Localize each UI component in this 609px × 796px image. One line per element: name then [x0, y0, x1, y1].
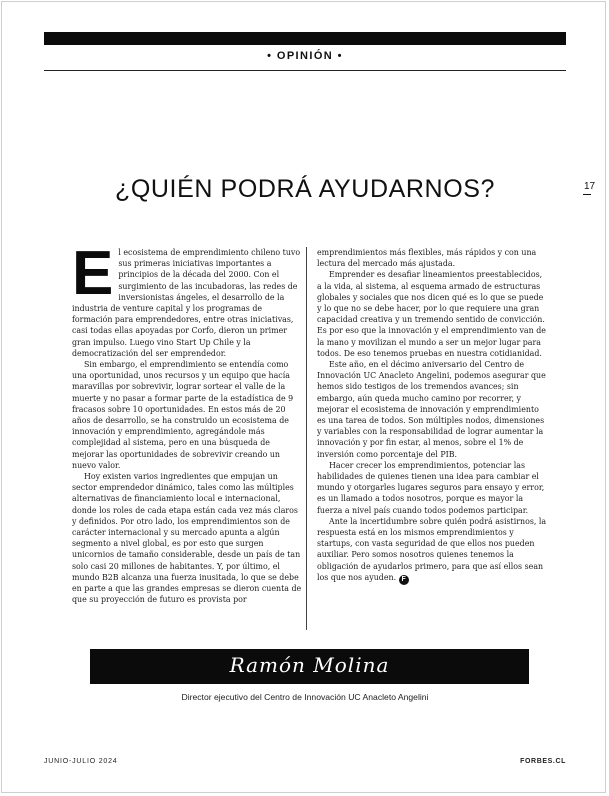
author-role: Director ejecutivo del Centro de Innovación UC Anacleto Angelini — [181, 692, 429, 702]
page-number: 17 — [584, 181, 596, 192]
article-title: ¿QUIÉN PODRÁ AYUDARNOS? — [114, 175, 496, 203]
article-column-left — [72, 239, 304, 606]
paragraph-text: Ante la incertidumbre sobre quién podrá asistirnos, la respuesta está en los mismos emprendimientos y startups, con vasta seguridad de que ellos nos pueden auxiliar. Pero somos nosotros quienes tenemos la obligación de ayudarlos primero, para que así ellos sean los que nos ayuden. — [317, 516, 547, 582]
section-label: • OPINIÓN • — [267, 50, 343, 62]
page-number-underline — [583, 194, 591, 195]
forbes-end-mark-icon: F — [399, 575, 409, 585]
paragraph: Hacer crecer los emprendimientos, potenciar las habilidades de quienes tienen una idea para cambiar el mundo y otorgarles lugares seguros para ensayo y error, es un llamado a todos nosotros, porque es mayor la fuerza a nivel país cuando todos podemos participar. — [317, 460, 545, 515]
paragraph — [317, 516, 549, 585]
footer-issue-date: JUNIO-JULIO 2024 — [44, 758, 118, 765]
column-divider — [306, 247, 307, 630]
header-bar — [44, 32, 566, 45]
signature-band — [90, 649, 529, 684]
paragraph: Sin embargo, el emprendimiento se entendía como una oportunidad, unos recursos y un equipo que hacía maravillas por sobrevivir, lograr sortear el valle de la muerte y no pasar a formar parte de la estadística de 9 fracasos sobre 10 oportunidades. En estos más de 20 años de desarrollo, se ha construido un ecosistema de innovación y emprendimiento, agregándole más complejidad al sistema, pero en una búsqueda de mejorar las oportunidades de sobrevivir creando un nuevo valor. — [72, 360, 294, 470]
paragraph-text: l ecosistema de emprendimiento chileno tuvo sus primeras iniciativas importantes a principios de la década del 2000. Con el surgimiento de las incubadoras, las redes de inversionistas ángeles, el desarrollo de la industria de venture capital y los programas de formación para emprendedores, entre otras iniciativas, casi todas ellas apoyadas por Corfo, dieron un primer gran impulso. Luego vino Start Up Chile y la democratización del ser emprendedor. — [72, 248, 301, 358]
author-signature: Ramón Molina — [229, 653, 390, 677]
footer-website: FORBES.CL — [520, 758, 566, 765]
paragraph: Este año, en el décimo aniversario del Centro de Innovación UC Anacleto Angelini, podemos asegurar que hemos sido testigos de los tremendos avances; sin embargo, aún queda mucho camino por recorrer, y mejorar el ecosistema de innovación y emprendimiento es una tarea de todos. Son múltiples nodos, dimensiones y variables con la responsabilidad de lograr aumentar la innovación y por fin estar, al menos, sobre el 1% de inversión como porcentaje del PIB. — [317, 360, 546, 459]
paragraph: Emprender es desafiar lineamientos preestablecidos, a la vida, al sistema, al esquema armado de estructuras globales y sociales que nos dicen qué es lo que se puede y lo que no se debe hacer, por lo que requiere una gran capacidad creativa y un tremendo sentido de convicción. Es por eso que la innovación y el emprendimiento van de la mano y movilizan el mundo a ser un mejor lugar para todos. De eso tenemos pruebas en nuestra cotidianidad. — [317, 270, 546, 358]
paragraph: Hoy existen varios ingredientes que empujan un sector emprendedor dinámico, tales como las múltiples alternativas de financiamiento local e internacional, donde los roles de cada etapa están cada vez más claros y definidos. Por otro lado, los emprendimientos son de carácter internacional y su mercado apunta a algún segmento a nivel global, es por esto que surgen unicornios de tamaño considerable, desde un país de tan solo casi 20 millones de habitantes. Y, por último, el mundo B2B alcanza una fuerza inusitada, lo que se debe en parte a que las grandes empresas se dieron cuenta de que su proyección de futuro es provista por — [72, 472, 302, 605]
paragraph: emprendimientos más flexibles, más rápidos y con una lectura del mercado más ajustada. — [317, 248, 537, 269]
paragraph — [72, 239, 304, 359]
drop-cap: E — [72, 239, 114, 308]
article-column-right — [317, 247, 549, 585]
section-divider — [44, 70, 566, 71]
